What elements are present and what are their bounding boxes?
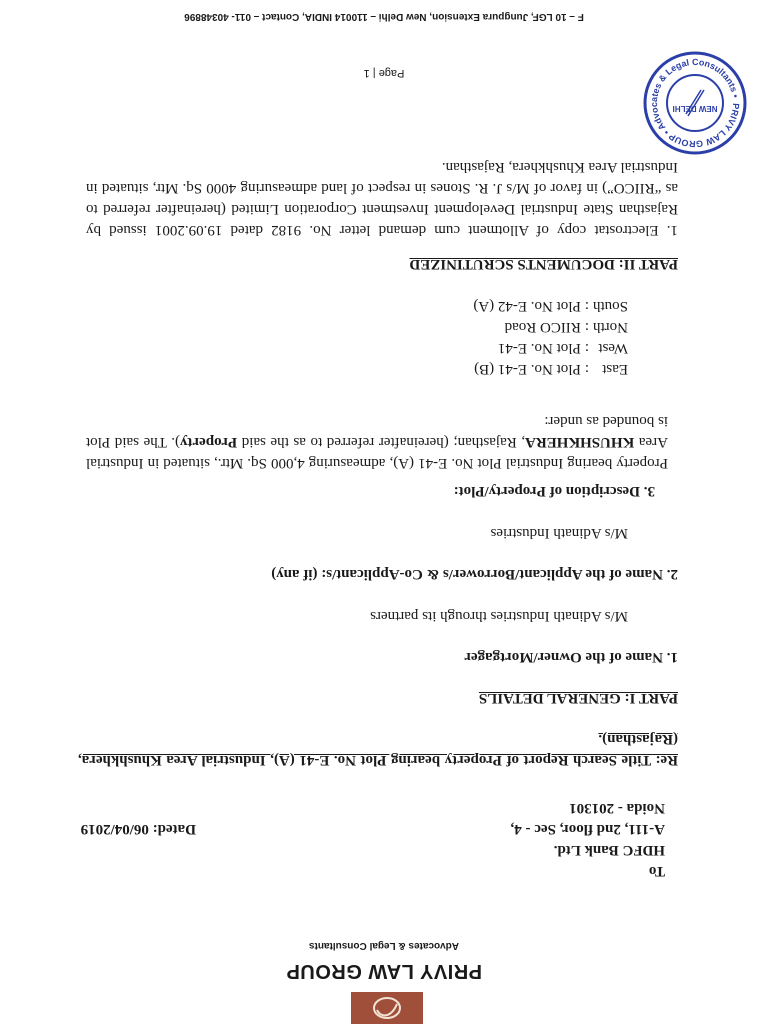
part1-title: PART I: GENERAL DETAILS: [478, 690, 678, 706]
property-heading: 3. Description of Property/Plot:: [453, 483, 655, 499]
salutation-to: To: [648, 863, 665, 879]
boundary-row: [469, 316, 628, 337]
boundary-value: Plot No. E-42 (A): [473, 298, 581, 314]
svg-text:PRIVY LAW GROUP • Advocates &: PRIVY LAW GROUP • Advocates & Legal Consultants •: [648, 56, 742, 150]
property-desc-part: ). The said Plot is bounded as under:: [86, 413, 668, 450]
boundary-direction: West: [598, 340, 628, 356]
boundaries-list: [469, 295, 628, 379]
boundary-direction: North: [593, 319, 628, 335]
recipient-line: Noida - 201301: [569, 800, 665, 816]
boundary-value: Plot No. E-41 (B): [474, 361, 581, 377]
property-description: [86, 410, 668, 473]
boundary-colon: :: [584, 298, 589, 314]
property-desc-part: Property bearing Industrial Plot No. E-41 (A), admeasuring 4,000 Sq. Mtr., situated in Industrial Area: [86, 434, 668, 471]
boundary-row: [469, 337, 628, 358]
owner-value: M/s Adinath Industries through its partners: [370, 608, 628, 624]
part2-title: PART II: DOCUMENTS SCRUTINIZED: [409, 256, 678, 272]
page-number: Page | 1: [363, 67, 405, 79]
boundary-colon: :: [584, 340, 589, 356]
boundary-value: Plot No. E-41: [497, 340, 581, 356]
boundary-row: [469, 358, 628, 379]
recipient-line: HDFC Bank Ltd.: [553, 842, 665, 858]
footer-address: F – 10 LGF, Jungpura Extension, New Delhi – 110014 INDIA, Contact – 011- 40348896: [184, 11, 584, 22]
firm-logo: [351, 992, 423, 1024]
subject-line: [78, 728, 678, 770]
boundary-row: [469, 295, 628, 316]
boundary-direction: East: [602, 361, 628, 377]
owner-heading: 1. Name of the Owner/Mortgager: [464, 649, 678, 665]
firm-tagline: Advocates & Legal Consultants: [308, 940, 460, 951]
applicant-value: M/s Adinath Industries: [490, 525, 628, 541]
property-desc-term: Property: [179, 434, 238, 450]
recipient-line: A-111, 2nd floor, Sec - 4,: [510, 821, 665, 837]
boundary-colon: :: [584, 319, 589, 335]
logo-swirl-icon: [367, 994, 407, 1022]
boundary-value: RIICO Road: [504, 319, 581, 335]
recipient-address: [511, 797, 665, 860]
letter-date: Dated: 06/04/2019: [80, 821, 196, 837]
subject-text: Re: Title Search Report of Property bearing Plot No. E-41 (A), Industrial Area Khushkhera, (Rajasthan).: [78, 731, 678, 768]
svg-text:NEW DELHI: NEW DELHI: [672, 104, 718, 113]
applicant-heading: 2. Name of the Applicant/Borrower/s & Co-Applicant/s: (if any): [271, 566, 678, 582]
document-item-1: 1. Electrostat copy of Allotment cum demand letter No. 9182 dated 19.09.2001 issued by Rajasthan State Industrial Development Investment Corporation Limited (hereinafter referred to as “RIICO”) in favor of M/s J. R. Stones in respect of land admeasuring 4000 Sq. Mtr, situated in Industrial Area Khushkhera, Rajasthan.: [86, 159, 678, 238]
property-desc-place: KHUSHKHERA: [525, 434, 635, 450]
seal-stamp-icon: [642, 50, 748, 156]
property-desc-part: , Rajasthan; (hereinafter referred to as the said: [237, 434, 526, 450]
firm-name: PRIVY LAW GROUP: [285, 960, 483, 982]
boundaries-table: [469, 295, 628, 379]
boundary-colon: :: [584, 361, 589, 377]
boundary-direction: South: [592, 298, 628, 314]
firm-seal: [642, 50, 748, 156]
